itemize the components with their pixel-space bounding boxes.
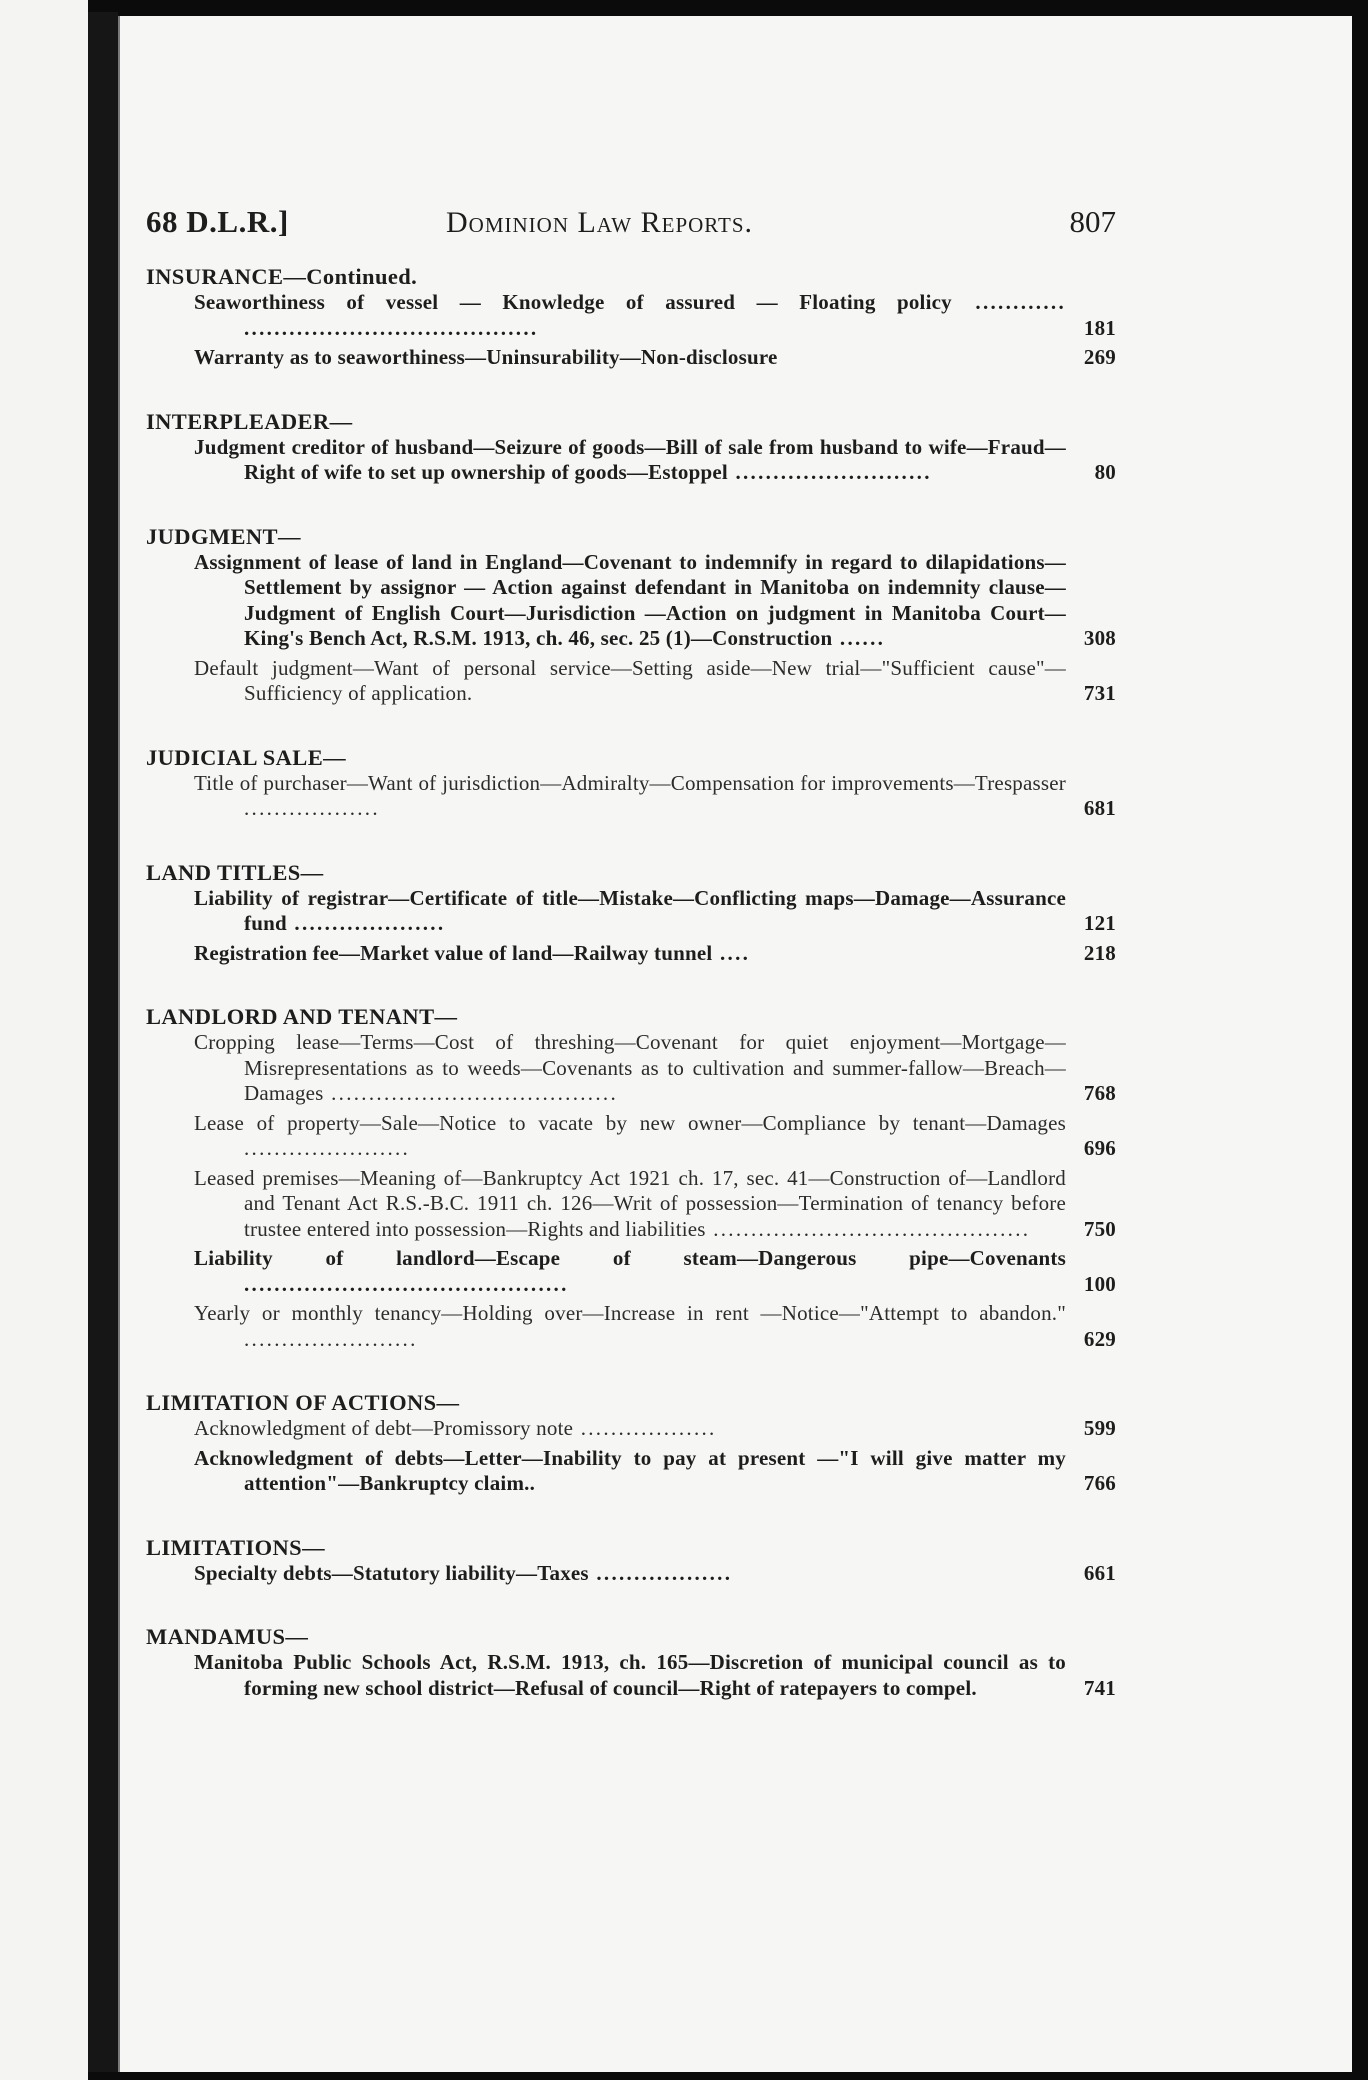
facing-page-edge <box>0 0 88 2080</box>
entry-page-number: 218 <box>1083 940 1116 965</box>
leader-dots: .......................... <box>727 460 932 484</box>
index-entry <box>194 1111 1116 1162</box>
entry-text: Liability of landlord—Escape of steam—Dangerous pipe—Covenants <box>194 1246 1066 1270</box>
index-entry <box>194 771 1116 822</box>
entry-page-number: 750 <box>1083 1216 1116 1241</box>
index-section <box>146 860 1116 967</box>
section-heading: INSURANCE—Continued. <box>146 264 418 289</box>
entry-text: Lease of property—Sale—Notice to vacate by new owner—Compliance by tenant—Damages <box>194 1110 1066 1135</box>
running-head <box>146 186 1116 246</box>
index-entry <box>194 1650 1116 1701</box>
leader-dots: .................. <box>588 1560 733 1585</box>
entry-text: Warranty as to seaworthiness—Uninsurability—Non-disclosure <box>194 345 778 369</box>
entry-page-number: 681 <box>1083 796 1116 820</box>
entry-text: Acknowledgment of debt—Promissory note <box>194 1416 574 1440</box>
entry-text: Manitoba Public Schools Act, R.S.M. 1913, ch. 165—Discretion of municipal council as to forming new school district—Refusal of council—Right of ratepayers to compel. <box>194 1650 1066 1700</box>
index-section <box>146 1535 1116 1587</box>
leader-dots: ....................... <box>244 1326 418 1351</box>
index-entry <box>194 656 1116 707</box>
index-section <box>146 1390 1116 1497</box>
index-entry <box>194 1301 1116 1352</box>
section-heading: LAND TITLES— <box>146 859 324 885</box>
scan-border <box>118 2072 1368 2080</box>
entry-page-number: 80 <box>1094 460 1116 484</box>
section-heading: JUDICIAL SALE— <box>146 744 347 770</box>
section-heading: INTERPLEADER— <box>146 408 353 434</box>
leader-dots: ........................................... <box>244 1271 569 1296</box>
section-heading: LIMITATION OF ACTIONS— <box>146 1390 460 1415</box>
section-heading: JUDGMENT— <box>146 523 301 549</box>
leader-dots: .... <box>712 940 751 965</box>
entry-text: Judgment creditor of husband—Seizure of goods—Bill of sale from husband to wife—Fraud—Right of wife to set up ownership of goods—Estoppel <box>194 434 1066 484</box>
entry-text: Default judgment—Want of personal service—Setting aside—New trial—"Sufficient cause"—Sufficiency of application. <box>194 655 1066 705</box>
entry-text: Title of purchaser—Want of jurisdiction—Admiralty—Compensation for improvements—Trespasser <box>194 770 1066 795</box>
index-entry <box>194 290 1116 341</box>
index-entry <box>194 1246 1116 1297</box>
index-entry <box>194 886 1116 937</box>
index-section <box>146 745 1116 822</box>
page-number: 807 <box>1069 204 1116 239</box>
entry-page-number: 599 <box>1083 1416 1116 1440</box>
entry-page-number: 661 <box>1083 1560 1116 1585</box>
leader-dots: .......................................... <box>705 1216 1031 1241</box>
index-entry <box>194 1561 1116 1587</box>
entry-text: Yearly or monthly tenancy—Holding over—Increase in rent —Notice—"Attempt to abandon." <box>194 1301 1066 1325</box>
entry-text: Specialty debts—Statutory liability—Taxes <box>194 1560 589 1585</box>
index-entry <box>194 1030 1116 1107</box>
leader-dots: .................... <box>286 911 446 935</box>
index-entry <box>194 550 1116 652</box>
entry-page-number: 308 <box>1083 626 1116 650</box>
section-heading: LIMITATIONS— <box>146 1534 325 1560</box>
book-binding <box>88 12 118 2072</box>
entry-page-number: 100 <box>1083 1271 1116 1296</box>
index-content <box>146 186 1116 1701</box>
section-heading: LANDLORD AND TENANT— <box>146 1004 458 1029</box>
entry-text: Cropping lease—Terms—Cost of threshing—Covenant for quiet enjoyment—Mortgage—Misrepresentations as to weeds—Covenants as to cultivation and summer-fallow—Breach—Damages <box>194 1030 1066 1105</box>
index-entry <box>194 435 1116 486</box>
leader-dots: ...................... <box>244 1136 411 1160</box>
leader-dots: ...................................... <box>323 1081 618 1105</box>
entry-page-number: 741 <box>1083 1675 1116 1700</box>
index-entry <box>194 1446 1116 1497</box>
entry-text: Registration fee—Market value of land—Railway tunnel <box>194 940 713 965</box>
index-section <box>146 524 1116 707</box>
leader-dots: ...... <box>832 626 886 650</box>
index-entry <box>194 941 1116 967</box>
publication-title: Dominion Law Reports. <box>446 206 754 239</box>
entry-page-number: 768 <box>1083 1081 1116 1105</box>
entry-page-number: 629 <box>1083 1326 1116 1351</box>
entry-text: Liability of registrar—Certificate of title—Mistake—Conflicting maps—Damage—Assurance fund <box>194 885 1066 935</box>
entry-page-number: 269 <box>1083 345 1116 369</box>
entry-text: Acknowledgment of debts—Letter—Inability to pay at present —"I will give matter my attention"—Bankruptcy claim.. <box>194 1445 1066 1495</box>
entry-page-number: 181 <box>1083 315 1116 340</box>
leader-dots: .................. <box>244 796 380 820</box>
leader-dots: .................. <box>573 1416 717 1440</box>
section-heading: MANDAMUS— <box>146 1624 309 1649</box>
index-entry <box>194 345 1116 371</box>
index-entry <box>194 1166 1116 1243</box>
entry-page-number: 731 <box>1083 681 1116 705</box>
entry-page-number: 121 <box>1083 911 1116 935</box>
entry-page-number: 696 <box>1083 1136 1116 1160</box>
volume-label: 68 D.L.R.] <box>146 204 289 239</box>
entry-text: Leased premises—Meaning of—Bankruptcy Act 1921 ch. 17, sec. 41—Construction of—Landlord and Tenant Act R.S.-B.C. 1911 ch. 126—Writ of possession—Termination of tenancy before trustee entered into possession—Rights and liabilities <box>194 1165 1066 1241</box>
index-sections <box>146 264 1116 1701</box>
leader-dots: ............ ....................................... <box>244 290 1066 340</box>
index-section <box>146 1624 1116 1701</box>
index-entry <box>194 1416 1116 1442</box>
index-section <box>146 409 1116 486</box>
index-section <box>146 1004 1116 1352</box>
entry-text: Seaworthiness of vessel — Knowledge of assured — Floating policy <box>194 290 952 314</box>
entry-page-number: 766 <box>1083 1471 1116 1495</box>
entry-text: Assignment of lease of land in England—Covenant to indemnify in regard to dilapidations—Settlement by assignor — Action against defendant in Manitoba on indemnity clause—Judgment of English Court—Jurisdiction —Action on judgment in Manitoba Court—King's Bench Act, R.S.M. 1913, ch. 46, sec. 25 (1)—Construction <box>194 549 1066 650</box>
index-section <box>146 264 1116 371</box>
